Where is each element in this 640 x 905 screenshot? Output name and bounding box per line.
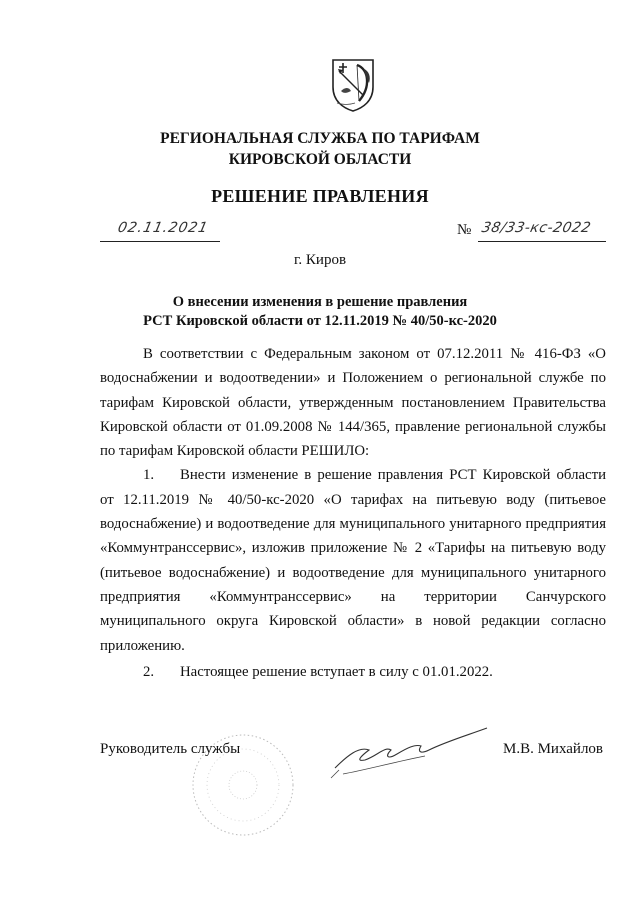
item-1-marker: 1. (143, 467, 155, 484)
handwritten-signature (325, 716, 495, 786)
item-2-marker: 2. (143, 663, 155, 680)
handwritten-date: 02.11.2021 (116, 220, 210, 236)
city: г. Киров (293, 252, 347, 268)
item-1-text: от 12.11.2019 № 40/50-кс-2020 «О тарифах на питьевую воду (питьевое водоснабжение) и водоотведение для муниципального унитарного предприятия «Коммунтранссервис», изложив приложение № 2 «Тарифы на питьевую воду (питьевое водоснабжение) и водоотведение для муниципального унитарного предприятия «Коммунтранссервис» на территории Санчурского муниципального округа Кировской области» в новой редакции согласно приложению. (100, 491, 606, 654)
date-field (100, 220, 220, 242)
subject-line2: РСТ Кировской области от 12.11.2019 № 40/50-кс-2020 (143, 313, 497, 329)
list-item-2 (100, 660, 606, 684)
item-1-first-line: Внести изменение в решение правления РСТ Кировской области (180, 467, 606, 484)
coat-of-arms-emblem (329, 57, 377, 113)
preamble-paragraph: В соответствии с Федеральным законом от 07.12.2011 № 416-ФЗ «О водоснабжении и водоотведении» и Положением о региональной службе по тарифам Кировской области, утвержденным постановлением Правительства Кировской области от 01.09.2008 № 144/365, правление региональной службы по тарифам Кировской области РЕШИЛО: (100, 346, 606, 460)
item-2-text: Настоящее решение вступает в силу с 01.01.2022. (180, 663, 493, 680)
number-label: № (457, 222, 472, 238)
subject-line1: О внесении изменения в решение правления (172, 294, 468, 310)
number-field (478, 220, 606, 242)
signatory-role: Руководитель службы (100, 741, 241, 757)
org-name-line1: РЕГИОНАЛЬНАЯ СЛУЖБА ПО ТАРИФАМ (160, 130, 480, 147)
document-body (100, 342, 606, 684)
list-item-1 (100, 463, 606, 657)
handwritten-number: 38/33-кс-2022 (480, 220, 593, 236)
org-name-line2: КИРОВСКОЙ ОБЛАСТИ (228, 151, 412, 168)
signatory-name: М.В. Михайлов (503, 741, 604, 757)
decision-title: РЕШЕНИЕ ПРАВЛЕНИЯ (211, 186, 429, 206)
